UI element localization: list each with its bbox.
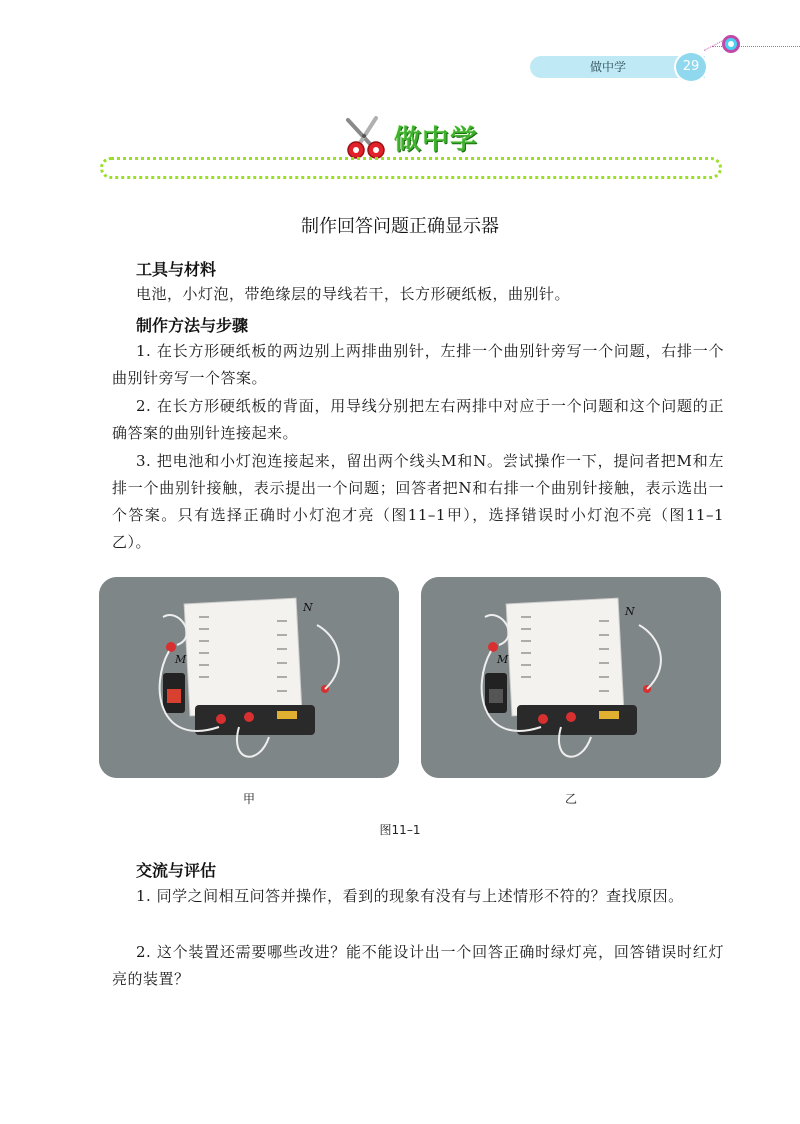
- wire-end-label-n-2: N: [625, 605, 635, 618]
- photo-wrong-answer: [421, 577, 721, 778]
- header-label: 做中学: [589, 60, 626, 74]
- page-number: 29: [682, 59, 700, 74]
- evaluation-heading: 交流与评估: [136, 861, 217, 880]
- section-heading: 做中学: [394, 125, 478, 156]
- activity-title: 制作回答问题正确显示器: [301, 216, 499, 237]
- photo-caption-left: 甲: [243, 792, 256, 806]
- evaluation-item-1: 1. 同学之间相互问答并操作，看到的现象有没有与上述情形不符的？查找原因。: [136, 887, 684, 905]
- scissors-icon: [342, 116, 390, 160]
- method-step-1: 1. 在长方形硬纸板的两边别上两排曲别针，左排一个曲别针旁写一个问题，右排一个曲别针旁写一个答案。: [112, 342, 724, 387]
- method-heading: 制作方法与步骤: [136, 316, 249, 335]
- decorative-ring-center: [728, 41, 734, 47]
- photo-correct-answer: [99, 577, 399, 778]
- dotted-divider: [100, 157, 722, 179]
- tools-text: 电池，小灯泡，带绝缘层的导线若干，长方形硬纸板，曲别针。: [136, 285, 571, 303]
- method-step-3: 3. 把电池和小灯泡连接起来，留出两个线头M和N。尝试操作一下，提问者把M和左排一个曲别针接触，表示提出一个问题；回答者把N和右排一个曲别针接触，表示选出一个答案。只有选择正确时小灯泡才亮（图11–1甲），选择错误时小灯泡不亮（图11–1乙）。: [112, 452, 724, 551]
- tools-heading: 工具与材料: [136, 260, 217, 279]
- wire-end-label-m: M: [175, 653, 187, 666]
- method-step-2: 2. 在长方形硬纸板的背面，用导线分别把左右两排中对应于一个问题和这个问题的正确答案的曲别针连接起来。: [112, 397, 724, 442]
- photo-caption-right: 乙: [565, 792, 578, 806]
- evaluation-item-2: 2. 这个装置还需要哪些改进？能不能设计出一个回答正确时绿灯亮，回答错误时红灯亮的装置？: [112, 943, 724, 988]
- wire-end-label-n: N: [303, 601, 313, 614]
- figure-caption: 图11–1: [379, 823, 421, 837]
- wire-end-label-m-2: M: [497, 653, 509, 666]
